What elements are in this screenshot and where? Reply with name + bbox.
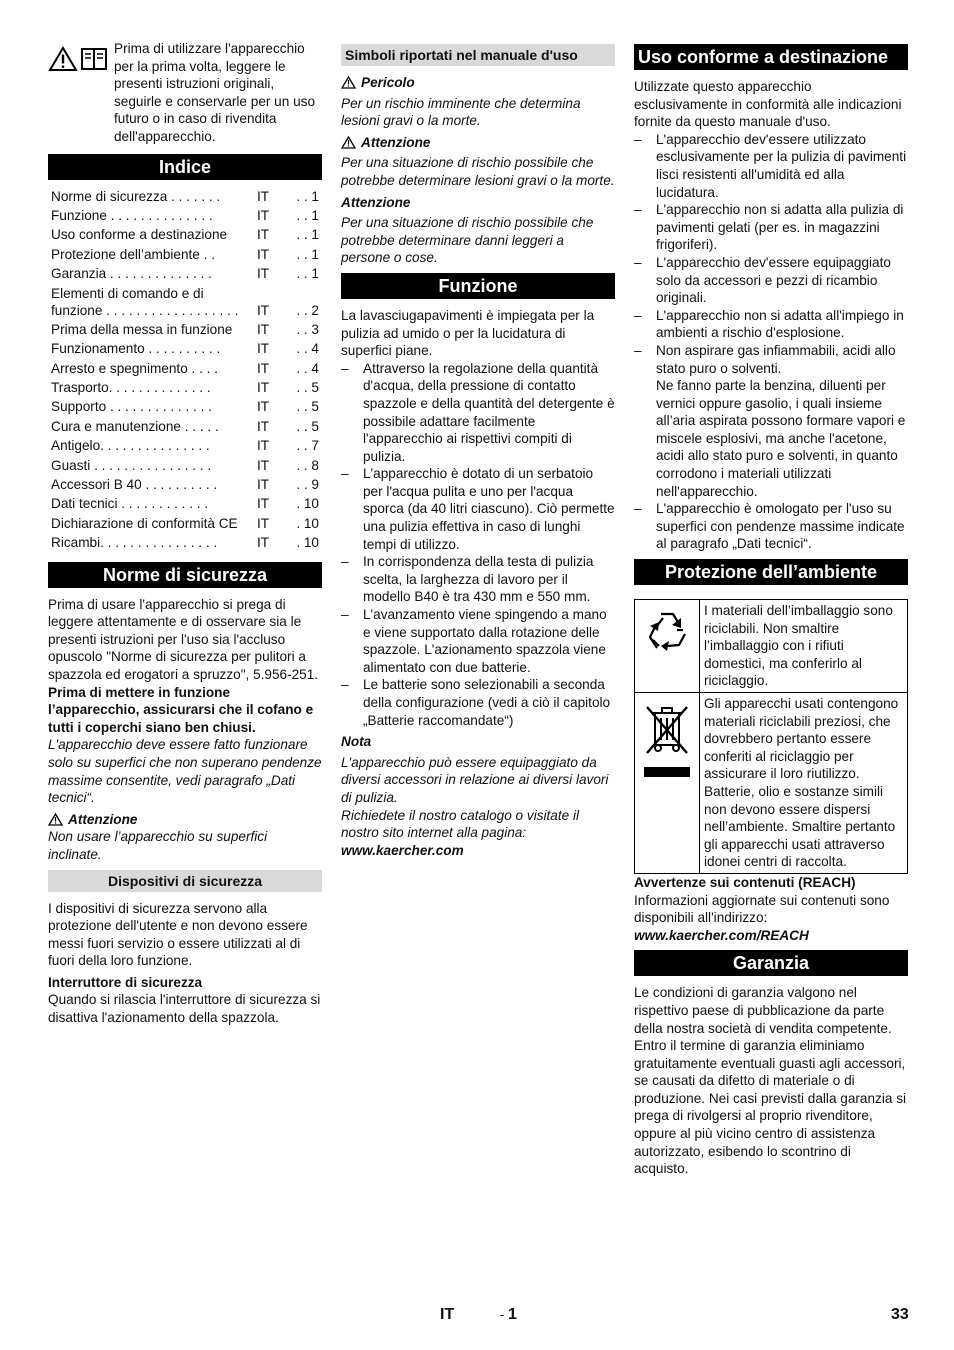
list-item: – L'apparecchio è dotato di un serbatoio per l'acqua pulita e uno per l'acqua sporca (da 40 litri ciascuno). Ciò permette una pulizia effettiva in caso di lunghi tempi di utilizzo.: [341, 465, 615, 553]
attenzione-text: Non usare l’apparecchio su superfici inclinate.: [48, 829, 268, 862]
manual-book-icon: [80, 46, 108, 72]
toc-entry-page: . . 4: [296, 360, 319, 376]
reach-text: Informazioni aggiornate sui contenuti sono disponibili all'indirizzo:: [634, 892, 890, 926]
toc-entry-name: Dati tecnici . . . . . . . . . . . .: [51, 496, 209, 512]
reach-link[interactable]: www.kaercher.com/REACH: [634, 927, 809, 943]
table-cell: Gli apparecchi usati contengono materiali riciclabili preziosi, che dovrebbero pertanto essere conferiti al riciclaggio per assicurare il loro riutilizzo. Batterie, olio e sostanze simili non devono essere dispersi nell’ambiente. Smaltire pertanto gli apparecchi usati attraverso idonei centri di raccolta.: [700, 693, 908, 874]
ambiente-heading: Protezione dell’ambiente: [634, 559, 908, 585]
toc-row: [48, 418, 322, 437]
toc-entry-name: Funzionamento . . . . . . . . . .: [51, 341, 221, 357]
warning-icon: [341, 136, 356, 149]
list-item: – L'apparecchio non si adatta all'impiego in ambienti a rischio d'esplosione.: [634, 307, 908, 342]
toc-entry-lang: IT: [257, 321, 270, 337]
toc-row: [48, 495, 322, 514]
toc-entry-page: . . 7: [296, 438, 319, 454]
toc-entry-lang: IT: [257, 535, 270, 551]
list-item: – Le batterie sono selezionabili a seconda della configurazione (vedi a ciò il capitolo „Batterie raccomandate“): [341, 676, 615, 729]
table-row: [635, 600, 908, 693]
toc-entry-page: . . 1: [296, 227, 319, 243]
toc-entry-page: . . 1: [296, 207, 319, 223]
uso-list: [634, 131, 908, 377]
nota-label: Nota: [341, 734, 372, 750]
interruttore-heading: Interruttore di sicurezza: [48, 974, 203, 990]
warning-icon: [341, 76, 356, 89]
toc-entry-page: . 10: [296, 535, 319, 551]
crossed-bin-icon: [641, 699, 693, 783]
norme-italic-paragraph: L'apparecchio deve essere fatto funzionare solo su superfici che non superano pendenze massime consentite, vedi paragrafo „Dati tecnici“.: [48, 737, 322, 806]
toc-entry-name: Norme di sicurezza . . . . . . .: [51, 188, 221, 204]
intro-text: Prima di utilizzare l'apparecchio per la prima volta, leggere le presenti istruzioni originali, seguirle e conservarle per un uso futuro o in caso di rivendita dell'apparecchio.: [114, 41, 315, 144]
uso-heading: Uso conforme a destinazione: [634, 44, 908, 70]
funzione-intro: La lavasciugapavimenti è impiegata per la pulizia ad umido o per la lucidatura di superfici piane.: [341, 307, 595, 359]
toc-entry-page: . 10: [296, 515, 319, 531]
list-item: – L'apparecchio dev'essere equipaggiato solo da accessori e pezzi di ricambio originali.: [634, 254, 908, 307]
uso-list-last: [634, 500, 908, 553]
toc-entry-lang: IT: [257, 457, 270, 473]
toc-entry-name: Antigelo. . . . . . . . . . . . . . .: [51, 438, 210, 454]
toc-entry-page: . . 1: [296, 188, 319, 204]
attenzione-label-1-text: Attenzione: [361, 134, 431, 150]
toc-entry-lang: IT: [257, 399, 270, 415]
toc-row: [48, 515, 322, 534]
list-item: – L'avanzamento viene spingendo a mano e viene supportato dalla rotazione delle spazzole. L'azionamento spazzola viene alimentato con due batterie.: [341, 606, 615, 676]
pericolo-label: [341, 74, 615, 92]
toc-entry-name: Elementi di comando e di funzione . . . . . . . . . . . . . . . . . .: [51, 285, 239, 318]
column-1: [48, 40, 322, 1027]
toc-row: [48, 340, 322, 359]
table-row: [635, 693, 908, 874]
toc-entry-page: . 10: [296, 496, 319, 512]
funzione-heading: Funzione: [341, 273, 615, 299]
toc-row: [48, 188, 322, 207]
toc-entry-name: Garanzia . . . . . . . . . . . . . .: [51, 266, 212, 282]
toc-row: [48, 437, 322, 456]
funzione-list: [341, 360, 615, 729]
pericolo-text: Per un rischio imminente che determina lesioni gravi o la morte.: [341, 95, 581, 129]
nota-text-2: Richiedete il nostro catalogo o visitate il nostro sito internet alla pagina:: [341, 807, 580, 841]
attenzione-text-2: Per una situazione di rischio possibile che potrebbe determinare danni leggeri a persone o cose.: [341, 215, 594, 266]
toc-row: [48, 285, 322, 321]
toc-entry-lang: IT: [257, 302, 270, 318]
indice-heading: Indice: [48, 154, 322, 180]
nota-text: L'apparecchio può essere equipaggiato da diversi accessori in relazione ai diversi lavori di pulizia.: [341, 754, 609, 805]
toc-entry-name: Uso conforme a destinazione: [51, 227, 228, 243]
toc-row: [48, 457, 322, 476]
toc-row: [48, 226, 322, 245]
toc-entry-page: . . 8: [296, 457, 319, 473]
toc-row: [48, 398, 322, 417]
table-cell-icon: [635, 600, 700, 693]
toc-entry-lang: IT: [257, 188, 270, 204]
toc-entry-page: . . 3: [296, 321, 319, 337]
intro-icons: [48, 46, 108, 146]
toc-entry-lang: IT: [257, 360, 270, 376]
toc-entry-lang: IT: [257, 380, 270, 396]
toc-row: [48, 265, 322, 284]
list-item: – L'apparecchio è omologato per l'uso su superfici con pendenze massime indicate al paragrafo „Dati tecnici“.: [634, 500, 908, 553]
pericolo-label-text: Pericolo: [361, 75, 415, 90]
column-2: [341, 40, 615, 859]
toc-entry-lang: IT: [257, 207, 270, 223]
toc-entry-lang: IT: [257, 227, 270, 243]
toc-entry-lang: IT: [257, 418, 270, 434]
toc-row: [48, 246, 322, 265]
toc-entry-page: . . 5: [296, 418, 319, 434]
norme-paragraph: Prima di usare l'apparecchio si prega di leggere attentamente e di osservare sia le presenti istruzioni per l'uso sia l'accluso opuscolo "Norme di sicurezza per pulitori a spazzola ed erogatori a spruzzo", 5.956-251.: [48, 596, 319, 682]
toc-entry-page: . . 9: [296, 477, 319, 493]
footer-page-number: 33: [891, 1306, 909, 1323]
dispositivi-text: I dispositivi di sicurezza servono alla protezione dell'utente e non devono essere messi fuori servizio o essere utilizzati al di fuori della loro funzione.: [48, 900, 308, 969]
toc-row: [48, 321, 322, 340]
toc-entry-page: . . 1: [296, 266, 319, 282]
ambiente-table: [634, 599, 908, 874]
toc-row: [48, 534, 322, 553]
garanzia-heading: Garanzia: [634, 950, 908, 976]
toc-entry-name: Supporto . . . . . . . . . . . . . .: [51, 399, 212, 415]
toc-row: [48, 476, 322, 495]
toc-entry-lang: IT: [257, 246, 270, 262]
toc-entry-lang: IT: [257, 341, 270, 357]
toc-entry-name: Protezione dell’ambiente . .: [51, 246, 215, 262]
toc-entry-lang: IT: [257, 515, 270, 531]
toc-row: [48, 379, 322, 398]
norme-heading: Norme di sicurezza: [48, 562, 322, 588]
garanzia-text: Le condizioni di garanzia valgono nel rispettivo paese di pubblicazione da parte della nostra società di vendita competente. Entro il termine di garanzia eliminiamo gratuitamente eventuali guasti agli accessori, se causati da difetto di materiale o di produzione. Nei casi previsti dalla garanzia si prega di rivolgersi al proprio rivenditore, oppure al più vicino centro di assistenza autorizzato, esibendo lo scontrino di acquisto.: [634, 985, 907, 1177]
attenzione-label-1: [341, 134, 615, 152]
footer-subpage: - 1: [500, 1306, 517, 1323]
intro-block: [48, 40, 322, 146]
toc-row: [48, 207, 322, 226]
list-item: – Non aspirare gas infiammabili, acidi allo stato puro o solventi.: [634, 342, 908, 377]
toc-entry-page: . . 5: [296, 380, 319, 396]
uso-intro: Utilizzate questo apparecchio esclusivamente in conformità alle indicazioni fornite da questo manuale d'uso.: [634, 79, 902, 130]
footer-subpage-number: 1: [507, 1306, 517, 1323]
toc-entry-name: Arresto e spegnimento . . . .: [51, 360, 218, 376]
simboli-heading: Simboli riportati nel manuale d'uso: [341, 44, 615, 66]
kaercher-link[interactable]: www.kaercher.com: [341, 842, 464, 858]
warning-icon: [48, 46, 78, 72]
toc-entry-name: Trasporto. . . . . . . . . . . . . .: [51, 380, 211, 396]
attenzione-label-text: Attenzione: [68, 811, 138, 827]
toc-entry-page: . . 5: [296, 399, 319, 415]
attenzione-text-1: Per una situazione di rischio possibile che potrebbe determinare lesioni gravi o la morte.: [341, 155, 615, 188]
interruttore-text: Quando si rilascia l'interruttore di sicurezza si disattiva l'azionamento della spazzola.: [48, 992, 321, 1026]
toc-entry-name: Accessori B 40 . . . . . . . . . .: [51, 477, 218, 493]
toc-entry-page: . . 1: [296, 246, 319, 262]
table-cell-icon: [635, 693, 700, 874]
dispositivi-heading: Dispositivi di sicurezza: [48, 870, 322, 892]
toc-entry-name: Funzione . . . . . . . . . . . . . .: [51, 207, 213, 223]
list-item: – Attraverso la regolazione della quantità d'acqua, della pressione di contatto spazzole e della quantità del detergente è possibile adattare facilmente l'apparecchio ai rispettivi compiti di pulizia.: [341, 360, 615, 466]
toc-row: [48, 360, 322, 379]
toc-entry-lang: IT: [257, 477, 270, 493]
table-cell: I materiali dell’imballaggio sono riciclabili. Non smaltire l’imballaggio con i rifiuti domestici, ma conferirlo al riciclaggio.: [700, 600, 908, 693]
toc-table: [48, 188, 322, 554]
toc-entry-name: Cura e manutenzione . . . . .: [51, 418, 219, 434]
attenzione-label-2: Attenzione: [341, 194, 411, 210]
list-item: – In corrispondenza della testa di pulizia scelta, la larghezza di lavoro per il modello B40 è tra 430 mm e 550 mm.: [341, 553, 615, 606]
column-3: [634, 40, 908, 1178]
recycle-icon: [641, 606, 693, 658]
footer-language: IT: [440, 1306, 455, 1323]
reach-heading: Avvertenze sui contenuti (REACH): [634, 874, 856, 890]
toc-entry-page: . . 4: [296, 341, 319, 357]
toc-entry-page: . . 2: [296, 302, 319, 318]
toc-entry-name: Ricambi. . . . . . . . . . . . . . . .: [51, 535, 218, 551]
toc-entry-lang: IT: [257, 266, 270, 282]
toc-entry-name: Dichiarazione di conformità CE: [51, 515, 238, 531]
warning-icon: [48, 813, 63, 826]
toc-entry-name: Prima della messa in funzione: [51, 321, 233, 337]
toc-entry-name: Guasti . . . . . . . . . . . . . . . .: [51, 457, 212, 473]
toc-entry-lang: IT: [257, 438, 270, 454]
list-item: – L'apparecchio dev'essere utilizzato esclusivamente per la pulizia di pavimenti lisci resistenti all'umidità ed alla lucidatura.: [634, 131, 908, 201]
list-item: – L'apparecchio non si adatta alla pulizia di pavimenti gelati (per es. in magazzini frigoriferi).: [634, 201, 908, 254]
uso-extra: Ne fanno parte la benzina, diluenti per vernici oppure gasolio, i quali insieme all’aria aspirata possono formare vapori e miscele esplosivi, ma anche l'acetone, acidi allo stato puro e solventi, in quanto corrodono i materiali utilizzati nell'apparecchio.: [656, 378, 906, 499]
attenzione-label: [48, 811, 322, 829]
toc-entry-lang: IT: [257, 496, 270, 512]
norme-bold-paragraph: Prima di mettere in funzione l’apparecchio, assicurarsi che il cofano e tutti i coperchi siano ben chiusi.: [48, 684, 314, 735]
